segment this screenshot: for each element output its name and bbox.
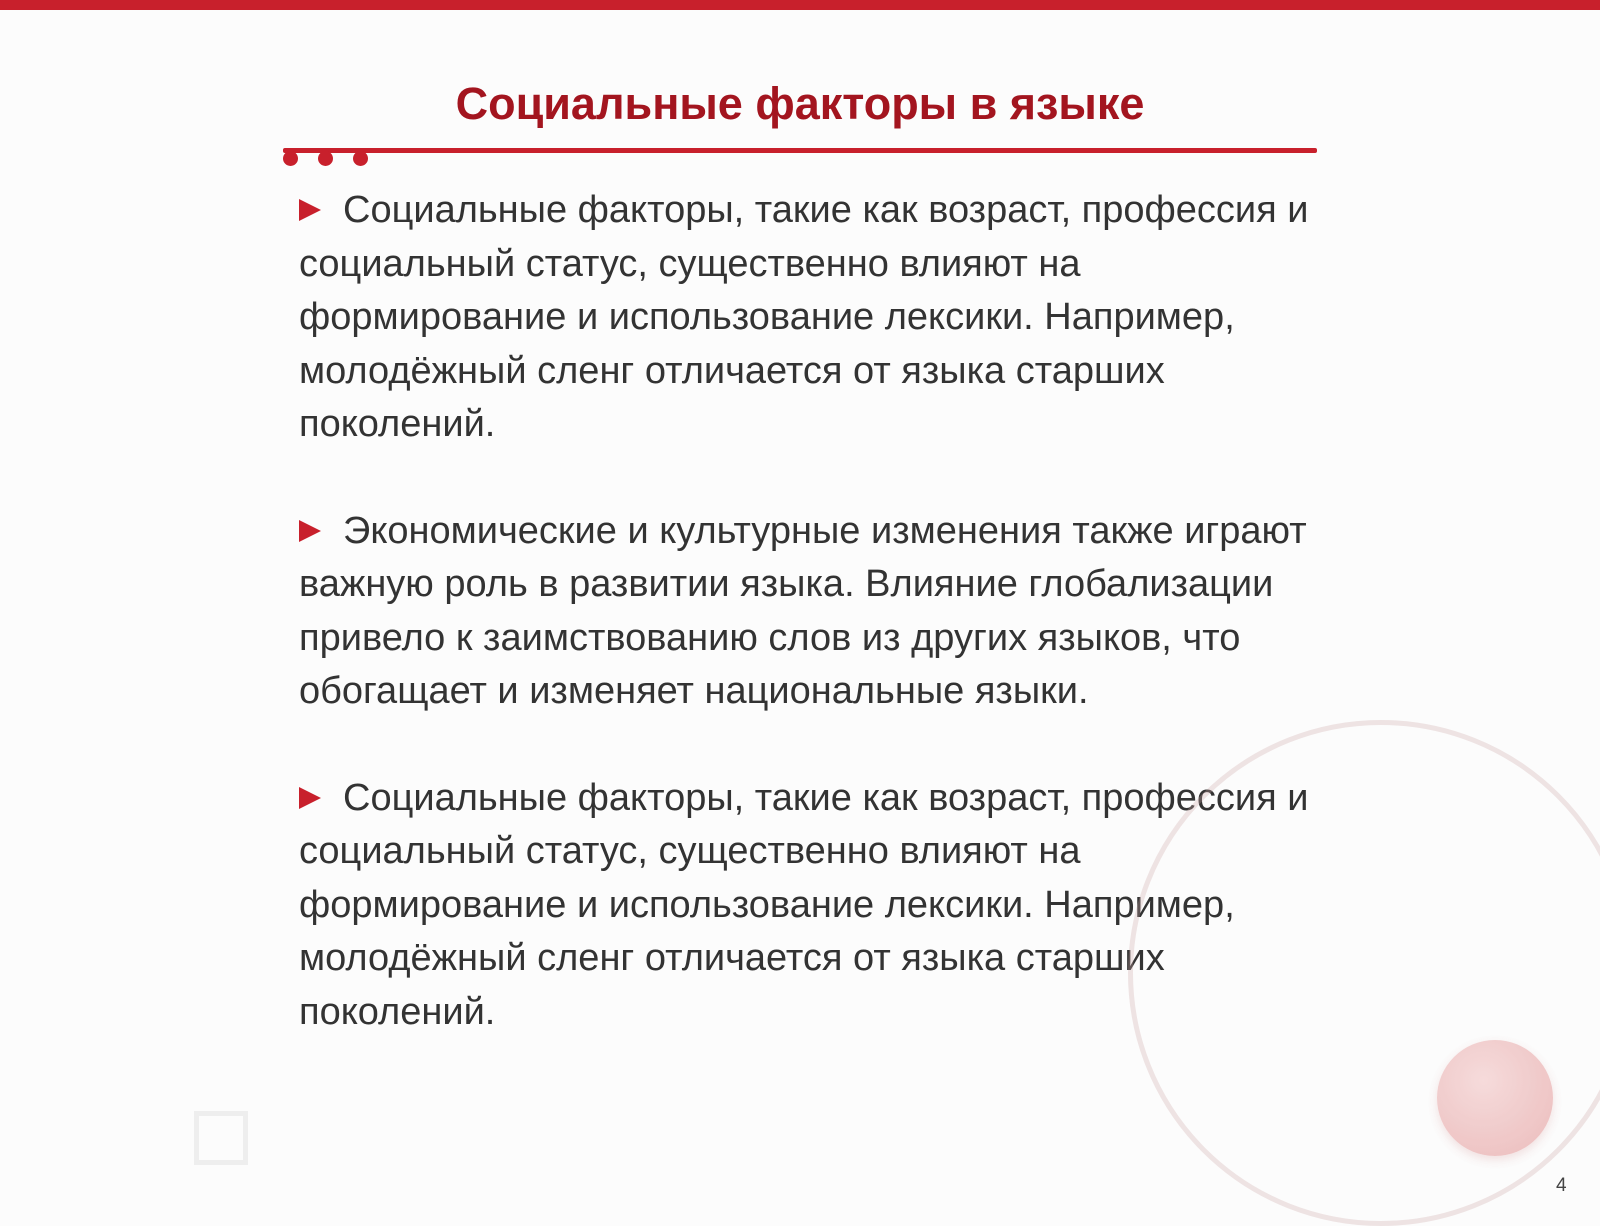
decorative-square	[194, 1111, 248, 1165]
triangle-right-icon	[299, 199, 321, 221]
bullet-item	[299, 184, 1309, 452]
bullet-text: Социальные факторы, такие как возраст, профессия и социальный статус, существенно влияют на формирование и использование лексики. Например, молодёжный сленг отличается от языка старших поколений.	[299, 776, 1309, 1033]
bullet-text: Социальные факторы, такие как возраст, профессия и социальный статус, существенно влияют на формирование и использование лексики. Например, молодёжный сленг отличается от языка старших поколений.	[299, 189, 1309, 445]
triangle-right-icon	[299, 520, 321, 542]
title-underline	[283, 148, 1317, 153]
decorative-dot	[353, 151, 368, 166]
decorative-dot	[318, 151, 333, 166]
triangle-right-icon	[299, 787, 321, 809]
decorative-dot	[283, 151, 298, 166]
slide-title: Социальные факторы в языке	[455, 78, 1145, 129]
decorative-circle	[1437, 1040, 1553, 1156]
page-number: 4	[1556, 1175, 1567, 1196]
bullet-item	[299, 505, 1309, 719]
top-accent-bar	[0, 0, 1600, 10]
decorative-ring	[1128, 720, 1600, 1226]
bullet-text: Экономические и культурные изменения также играют важную роль в развитии языка. Влияние глобализации привело к заимствованию слов из других языков, что обогащает и изменяет национальные языки.	[299, 509, 1307, 712]
